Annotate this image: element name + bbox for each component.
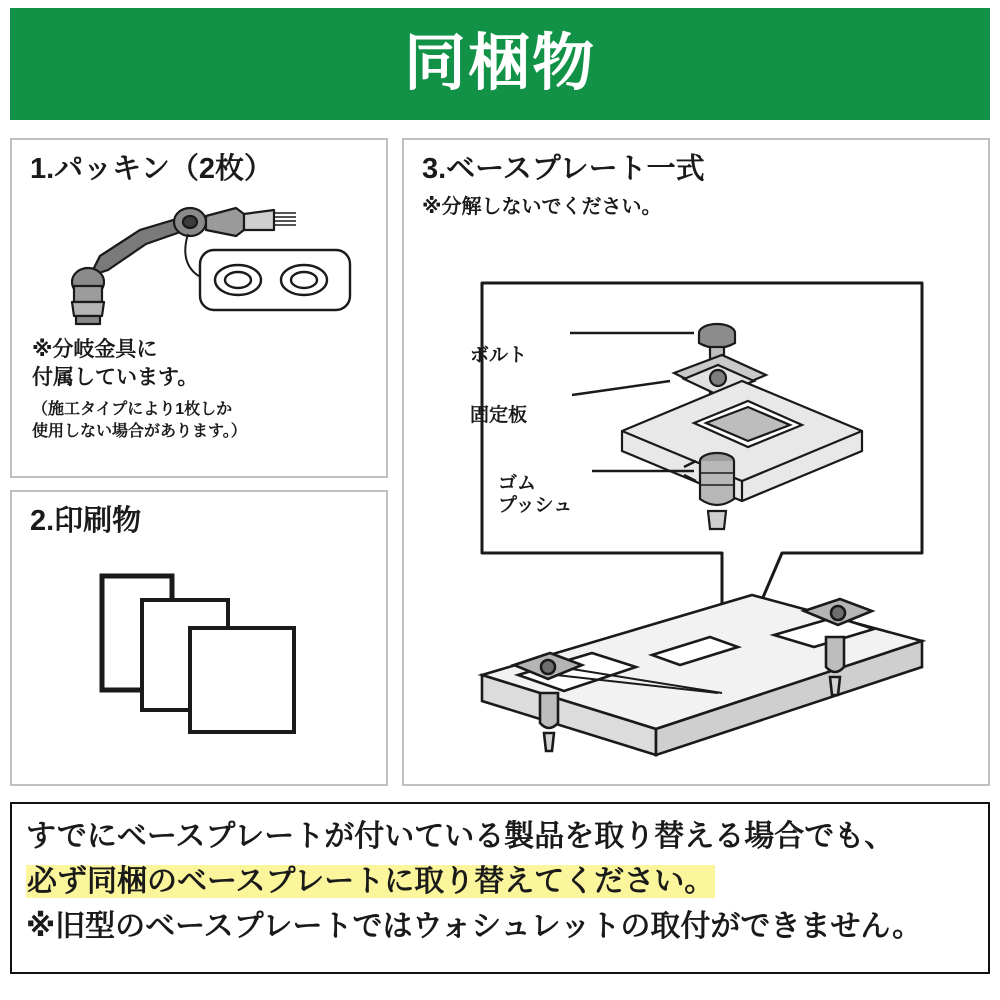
item-3-subheading: ※分解しないでください。 [422,195,662,218]
item-1-subnote-line2: 使用しない場合があります。） [32,423,247,441]
packing-gasket-illustration [30,190,368,310]
footer-line-2-wrapper [26,859,976,904]
callout-rubber-push-line2: プッシュ [498,494,573,516]
item-1-notes [32,336,247,443]
page-header [10,8,990,120]
footer-line-1: すでにベースプレートが付いている製品を取り替える場合でも、 [26,820,895,853]
item-1-note-line2: 付属しています。 [32,366,199,390]
footer-line-3: ※旧型のベースプレートではウォシュレットの取付ができません。 [26,910,923,943]
item-3-baseplate-panel [402,138,990,786]
base-plate-assembly-illustration [422,223,970,783]
main-content [10,138,990,788]
item-1-heading: 1.パッキン（2枚） [30,153,274,185]
right-column [402,138,990,788]
footer-notice [10,802,990,974]
item-1-packing-panel [10,138,388,478]
item-1-subnote-line1: （施工タイプにより1枚しか [32,400,233,418]
item-2-printed-panel [10,490,388,786]
left-column [10,138,388,788]
callout-rubber-push-label [498,473,572,517]
footer-line-2: 必ず同梱のベースプレートに取り替えてください。 [27,865,715,898]
printed-materials-illustration [30,562,368,762]
callout-fixing-plate-label: 固定板 [470,404,528,426]
callout-rubber-push-line1: ゴム [498,472,537,494]
page-title: 同梱物 [403,29,596,98]
item-1-note-line1: ※分岐金具に [32,338,158,361]
item-2-heading: 2.印刷物 [30,505,142,537]
callout-bolt-label: ボルト [470,344,528,366]
item-3-heading: 3.ベースプレート一式 [422,153,705,185]
